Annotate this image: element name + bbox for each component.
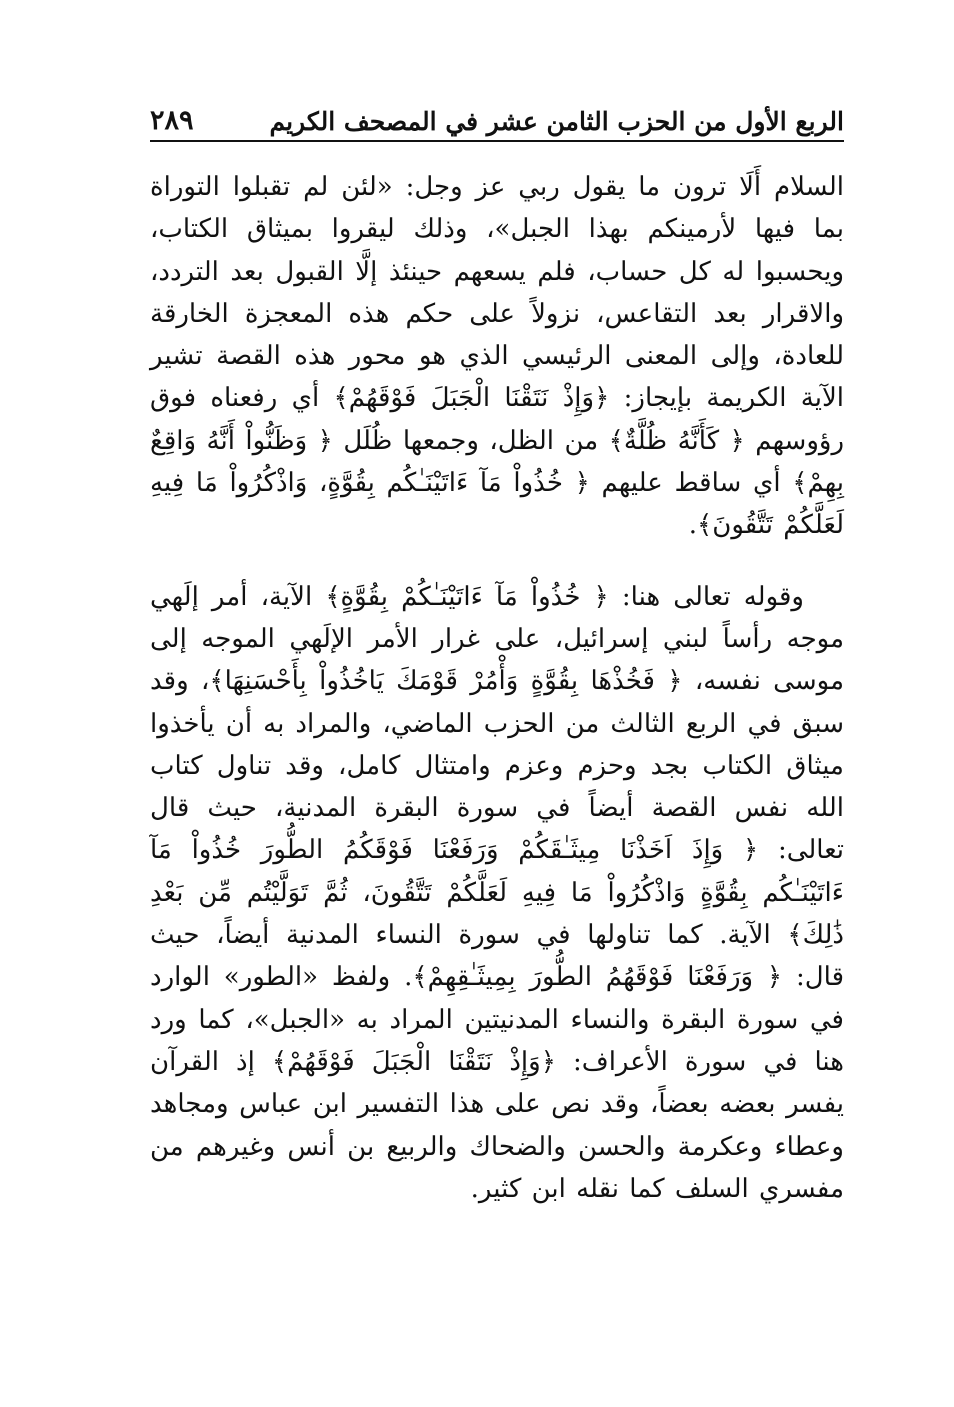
paragraph-1: السلام أَلَا ترون ما يقول ربي عز وجل: «لئن لم تقبلوا التوراة بما فيها لأرمينكم بهذا الجبل»، وذلك ليقروا بميثاق الكتاب، ويحسبوا له كل حساب، فلم يسعهم حينئذ إلَّا القبول بعد التردد، والاقرار بعد التقاعس، نزولاً على حكم هذه المعجزة الخارقة للعادة، وإلى المعنى الرئيسي الذي هو محور هذه القصة تشير الآية الكريمة بإيجاز: ﴿وَإِذْ نَتَقْنَا الْجَبَلَ فَوْقَهُمْ﴾ أي رفعناه فوق رؤوسهم ﴿ كَأَنَّهُ ظُلَّةٌ﴾ من الظل، وجمعها ظُلَل ﴿ وَظَنُّواْ أَنَّهُ وَاقِعٌ بِهِمْ﴾ أي ساقط عليهم ﴿ خُذُواْ مَآ ءَاتَيْنَـٰكُم بِقُوَّةٍ، وَاذْكُرُواْ مَا فِيهِ لَعَلَّكُمْ تَتَّقُونَ﴾. — [150, 172, 844, 541]
running-header — [150, 96, 844, 142]
paragraph-2: وقوله تعالى هنا: ﴿ خُذُواْ مَآ ءَاتَيْنَـٰكُمْ بِقُوَّةٍ﴾ الآية، أمر إلَهي موجه رأساً لبني إسرائيل، على غرار الأمر الإلَهي الموجه إلى موسى نفسه، ﴿ فَخُذْهَا بِقُوَّةٍ وَأْمُرْ قَوْمَكَ يَاخُذُواْ بِأَحْسَنِهَا﴾، وقد سبق في الربع الثالث من الحزب الماضي، والمراد به أن يأخذوا ميثاق الكتاب بجد وحزم وعزم وامتثال كامل، وقد تناول كتاب الله نفس القصة أيضاً في سورة البقرة المدنية، حيث قال تعالى: ﴿ وَإِذَ اَخَذْنَا مِيثَـٰقَكُمْ وَرَفَعْنَا فَوْقَكُمُ الطُّورَ خُذُواْ مَآ ءَاتَيْنَـٰكُم بِقُوَّةٍ وَاذْكُرُواْ مَا فِيهِ لَعَلَّكُمْ تَتَّقُونَ، ثُمَّ تَوَلَّيْتُم مِّن بَعْدِ ذَٰلِكَ﴾ الآية. كما تناولها في سورة النساء المدنية أيضاً، حيث قال: ﴿ وَرَفَعْنَا فَوْقَهُمُ الطُّورَ بِمِيثَـٰقِهِمْ﴾. ولفظ «الطور» الوارد في سورة البقرة والنساء المدنيتين المراد به «الجبل»، كما ورد هنا في سورة الأعراف: ﴿وَإِذْ نَتَقْنَا الْجَبَلَ فَوْقَهُمْ﴾ إذ القرآن يفسر بعضه بعضاً، وقد نص على هذا التفسير ابن عباس ومجاهد وعطاء وعكرمة والحسن والضحاك والربيع بن أنس وغيرهم من مفسري السلف كما نقله ابن كثير. — [150, 581, 844, 1204]
header-title: الربع الأول من الحزب الثامن عشر في المصحف الكريم — [269, 107, 844, 136]
page-number: ٢٨٩ — [150, 105, 194, 136]
body-text — [150, 166, 844, 1210]
